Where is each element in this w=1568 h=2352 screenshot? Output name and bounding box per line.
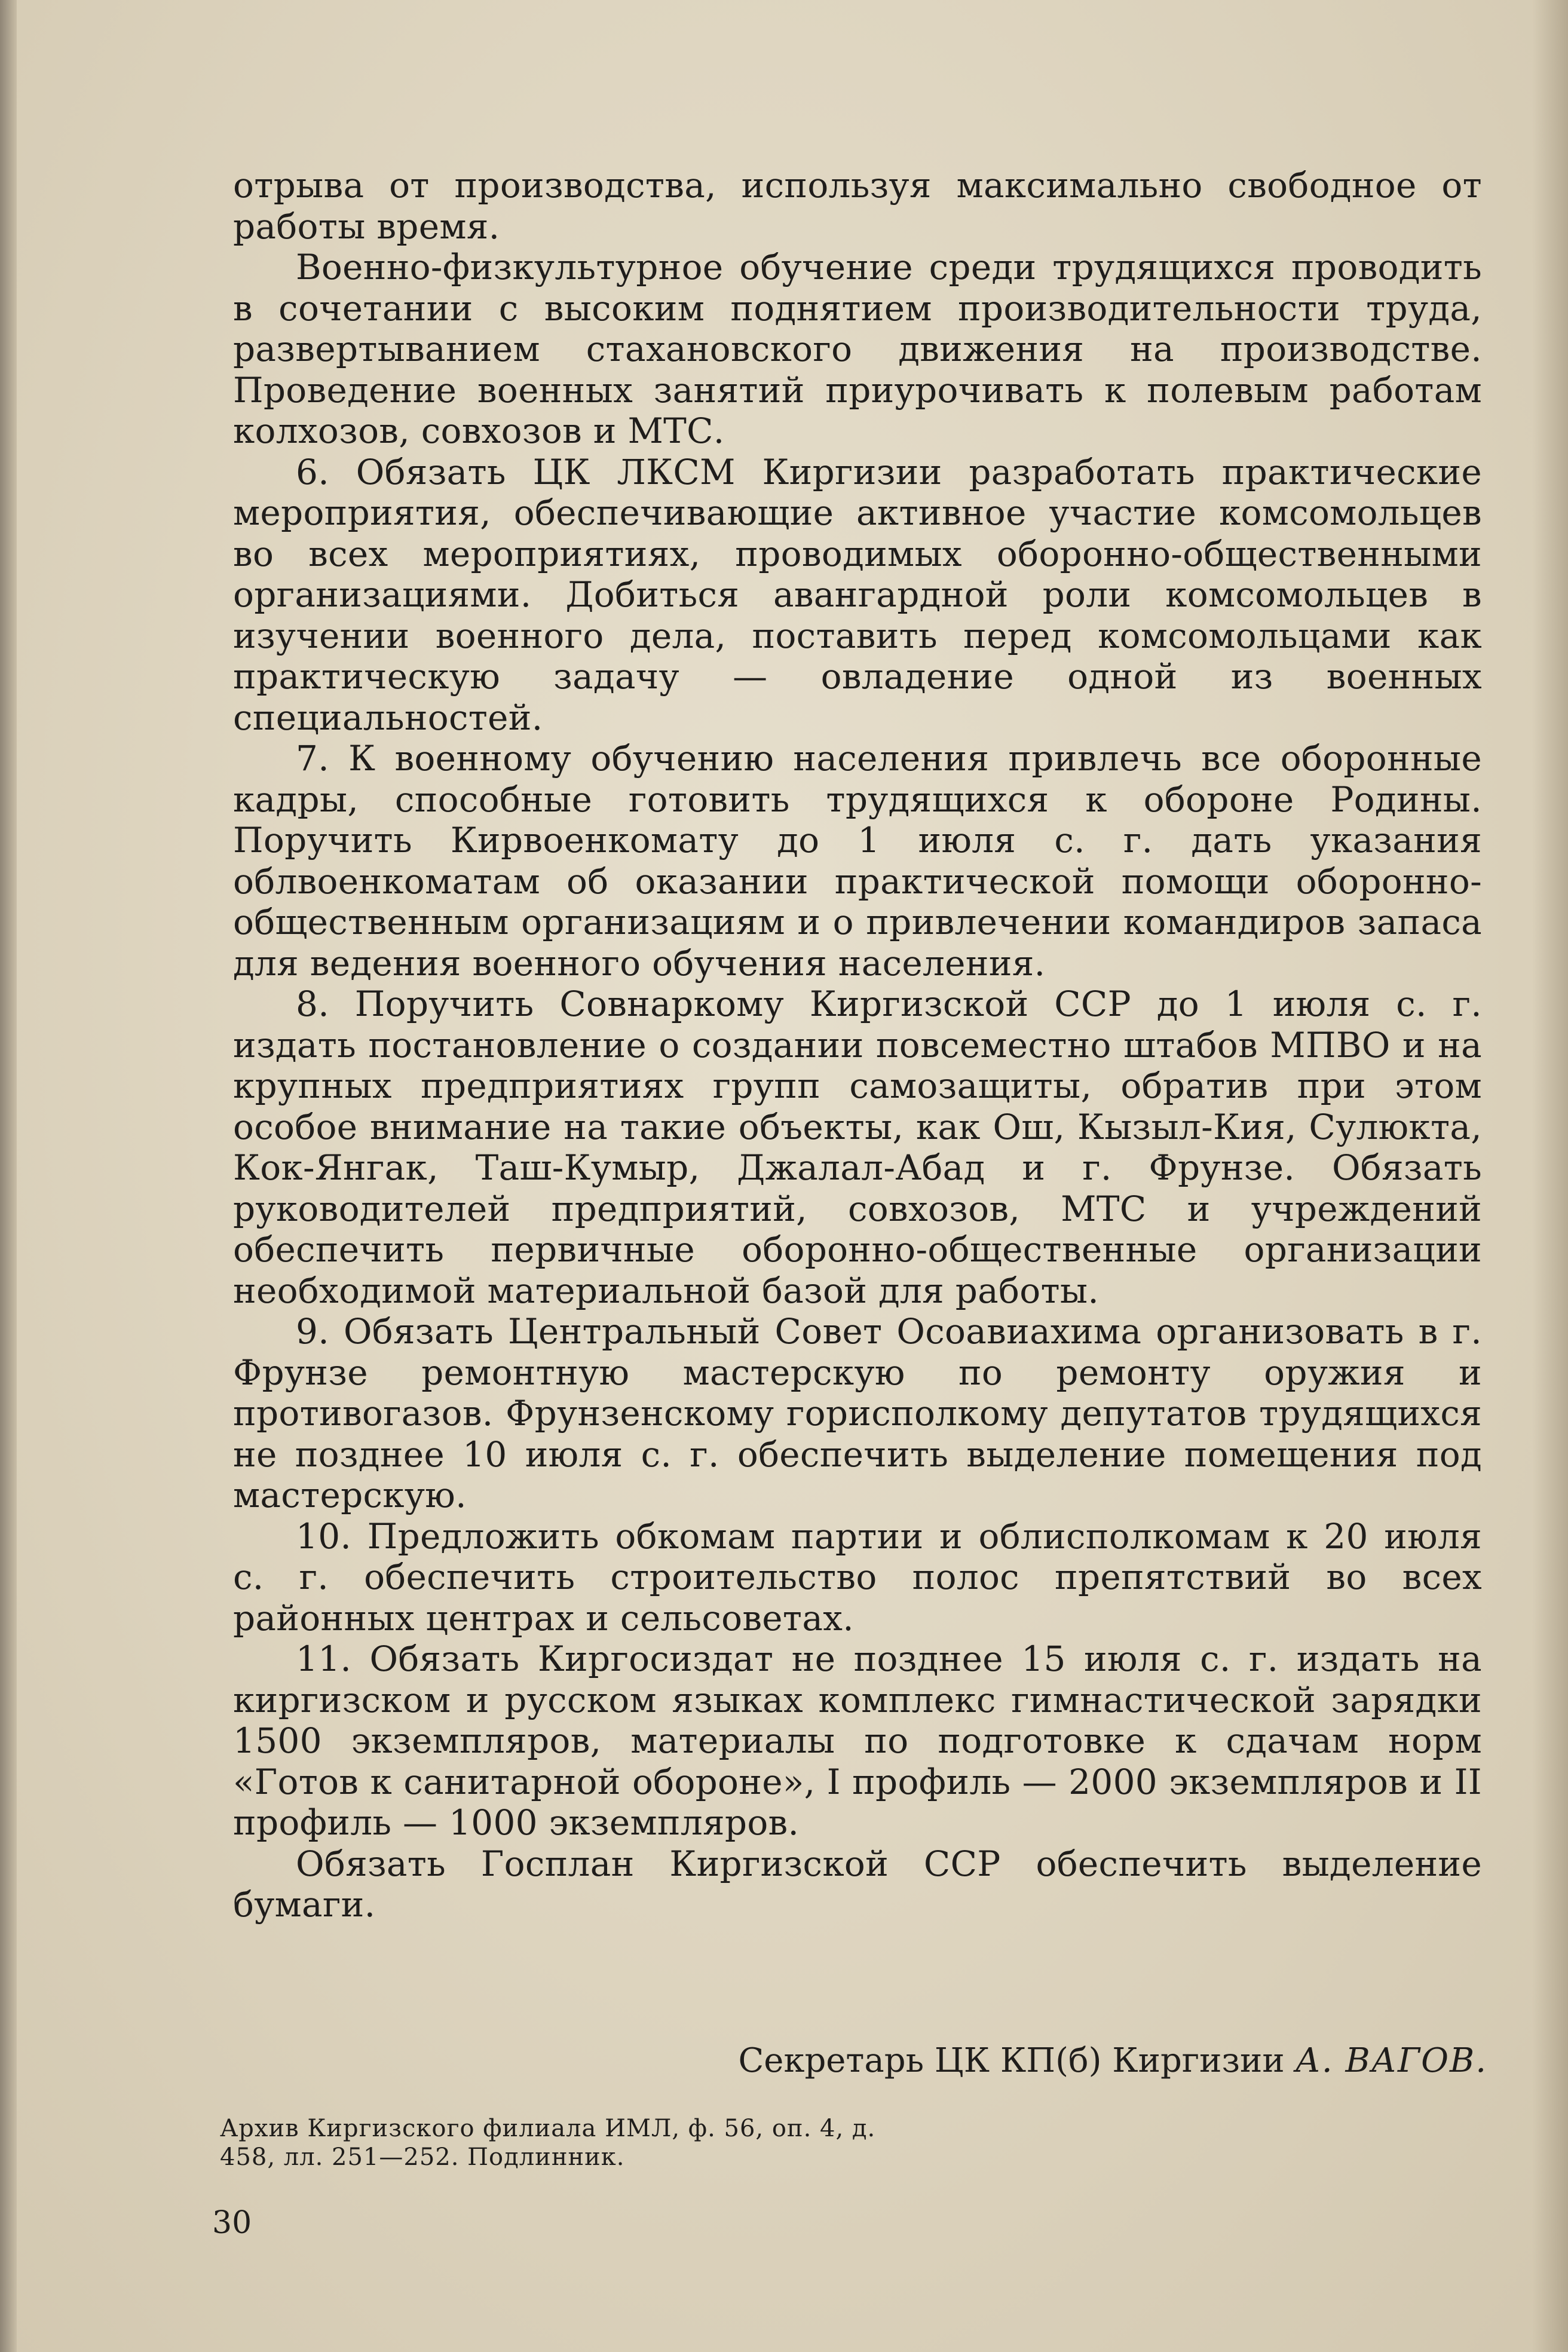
- body-text: [233, 165, 1482, 1925]
- signature-title: Секретарь ЦК КП(б) Киргизии: [738, 2041, 1285, 2080]
- signature: [738, 2040, 1487, 2082]
- paragraph-item-8: 8. Поручить Совнаркому Киргизской ССР до 1 июля с. г. издать постановление о создании повсеместно штабов МПВО и на крупных предприятиях групп самозащиты, обратив при этом особое внимание на такие объекты, как Ош, Кызыл-Кия, Сулюкта, Кок-Янгак, Таш-Кумыр, Джалал-Абад и г. Фрунзе. Обязать руководителей предприятий, совхозов, МТС и учреждений обеспечить первичные оборонно-общественные организации необходимой материальной базой для работы.: [233, 984, 1482, 1311]
- signature-name: А. ВАГОВ.: [1295, 2041, 1487, 2080]
- paragraph-item-6: 6. Обязать ЦК ЛКСМ Киргизии разработать практические мероприятия, обеспечивающие активное участие комсомольцев во всех мероприятиях, проводимых оборонно-общественными организациями. Добиться авангардной роли комсомольцев в изучении военного дела, поставить перед комсомольцами как практическую задачу — овладение одной из военных специальностей.: [233, 451, 1482, 738]
- paragraph-gosplan: Обязать Госплан Киргизской ССР обеспечить выделение бумаги.: [233, 1843, 1482, 1925]
- archive-note: Архив Киргизского филиала ИМЛ, ф. 56, оп. 4, д. 458, лл. 251—252. Подлинник.: [220, 2115, 876, 2171]
- paragraph-item-11: 11. Обязать Киргосиздат не позднее 15 июля с. г. издать на киргизском и русском языках комплекс гимнастической зарядки 1500 экземпляров, материалы по подготовке к сдачам норм «Готов к санитарной обороне», I профиль — 2000 экземпляров и II профиль — 1000 экземпляров.: [233, 1639, 1482, 1843]
- paragraph-item-9: 9. Обязать Центральный Совет Осоавиахима организовать в г. Фрунзе ремонтную мастерскую по ремонту оружия и противогазов. Фрунзенскому горисполкому депутатов трудящихся не позднее 10 июля с. г. обеспечить выделение помещения под мастерскую.: [233, 1311, 1482, 1515]
- paragraph-item-7: 7. К военному обучению населения привлечь все оборонные кадры, способные готовить трудящихся к обороне Родины. Поручить Кирвоенкомату до 1 июля с. г. дать указания облвоенкоматам об оказании практической помощи оборонно-общественным организациям и о привлечении командиров запаса для ведения военного обучения населения.: [233, 738, 1482, 984]
- paragraph-military-training: Военно-физкультурное обучение среди трудящихся проводить в сочетании с высоким поднятием производительности труда, развертыванием стахановского движения на производстве. Проведение военных занятий приурочивать к полевым работам колхозов, совхозов и МТС.: [233, 247, 1482, 451]
- paragraph-item-10: 10. Предложить обкомам партии и облисполкомам к 20 июля с. г. обеспечить строительство полос препятствий во всех районных центрах и сельсоветах.: [233, 1515, 1482, 1639]
- paragraph-continuation: отрыва от производства, используя максимально свободное от работы время.: [233, 165, 1482, 247]
- page-number: 30: [212, 2205, 252, 2241]
- spine-shadow: [1532, 0, 1568, 2352]
- page-edge: [0, 0, 17, 2352]
